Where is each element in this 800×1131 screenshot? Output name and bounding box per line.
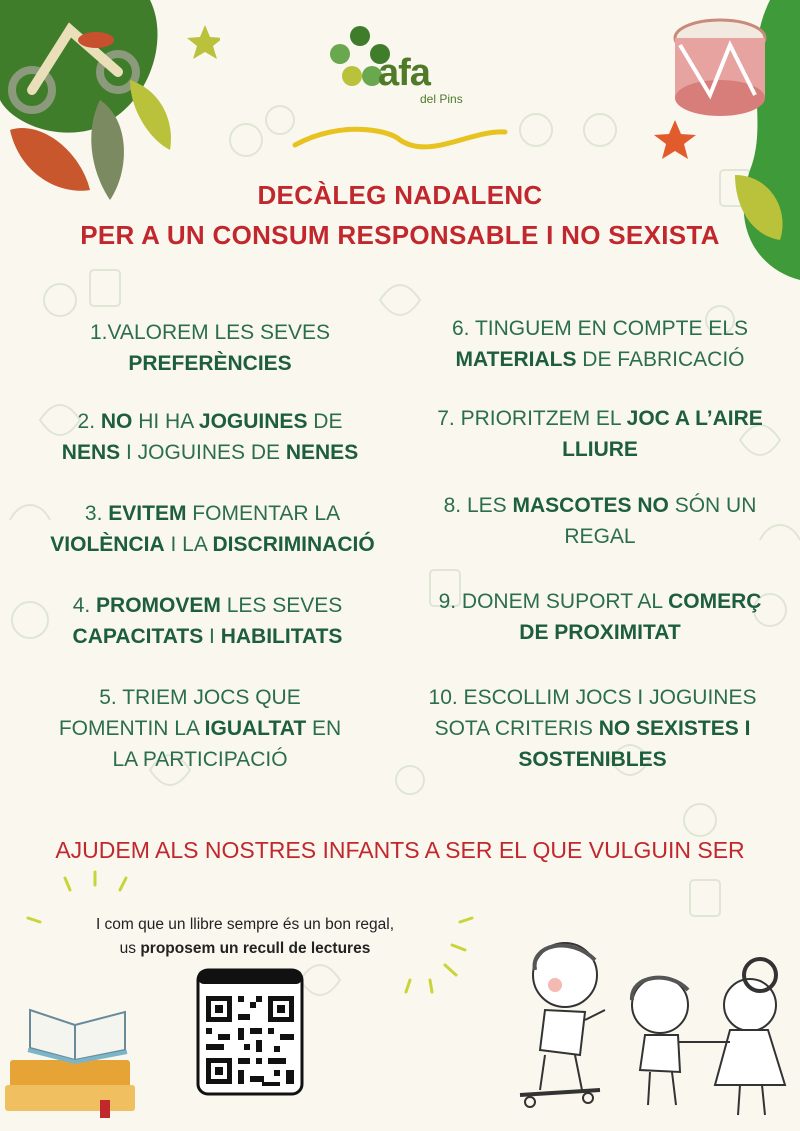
item-text: LA PARTICIPACIÓ	[112, 748, 288, 771]
item-bold-text: IGUALTAT	[204, 717, 307, 740]
item-text: I	[203, 625, 221, 648]
item-text: FOMENTIN LA	[58, 717, 205, 740]
item-bold-text: NO SEXISTES I	[598, 717, 751, 740]
item-bold-text: NENS	[61, 441, 121, 464]
item-bold-text: HABILITATS	[220, 625, 343, 648]
item-text: DE	[307, 410, 343, 433]
item-line	[410, 344, 790, 375]
item-line	[35, 590, 380, 621]
star-icon	[187, 25, 220, 59]
item-line	[20, 682, 380, 713]
item-text: 3.	[84, 502, 109, 525]
item-bold-text: LLIURE	[562, 438, 638, 461]
title-line-1: DECÀLEG NADALENC	[257, 180, 543, 210]
children-drawing-icon	[500, 930, 800, 1125]
item-text: DE FABRICACIÓ	[576, 348, 745, 371]
item-bold-text: SOSTENIBLES	[518, 748, 667, 771]
item-line	[410, 586, 790, 617]
item-text: SÓN UN	[668, 494, 757, 517]
books-text-bold: proposem un recull de lectures	[140, 940, 371, 957]
item-text: HI HA	[132, 410, 199, 433]
decalogue-item-4	[35, 590, 380, 652]
item-text: SOTA CRITERIS	[434, 717, 599, 740]
decalogue-item-5	[20, 682, 380, 775]
logo-subtitle: del Pins	[420, 92, 463, 106]
decalogue-item-2	[40, 406, 380, 468]
decalogue-item-3	[20, 498, 405, 560]
item-text: EN	[306, 717, 342, 740]
books-icon	[0, 1000, 160, 1120]
item-line	[40, 406, 380, 437]
item-bold-text: MASCOTES NO	[512, 494, 669, 517]
item-text: 2.	[77, 410, 101, 433]
item-text: 10. ESCOLLIM JOCS I JOGUINES	[428, 686, 757, 709]
item-bold-text: VIOLÈNCIA	[50, 533, 165, 556]
item-bold-text: NENES	[285, 441, 359, 464]
decalogue-item-7	[410, 403, 790, 465]
item-line	[20, 529, 405, 560]
item-text: 9. DONEM SUPORT AL	[438, 590, 669, 613]
item-bold-text: MATERIALS	[455, 348, 577, 371]
item-line	[20, 744, 380, 775]
item-bold-text: NO	[100, 410, 133, 433]
item-text: 8. LES	[443, 494, 513, 517]
drum-icon	[675, 20, 765, 116]
item-text: LES SEVES	[220, 594, 343, 617]
item-line	[60, 317, 360, 348]
item-bold-text: CAPACITATS	[72, 625, 204, 648]
item-text: I JOGUINES DE	[120, 441, 286, 464]
item-line	[20, 498, 405, 529]
item-bold-text: COMERÇ	[668, 590, 762, 613]
qr-code-icon[interactable]	[196, 968, 304, 1096]
slogan: AJUDEM ALS NOSTRES INFANTS A SER EL QUE VULGUIN SER	[55, 837, 745, 863]
item-line	[35, 621, 380, 652]
item-bold-text: EVITEM	[108, 502, 187, 525]
item-line	[400, 682, 785, 713]
yellow-wave	[290, 120, 510, 160]
item-line	[60, 348, 360, 379]
item-line	[410, 617, 790, 648]
item-text: 6. TINGUEM EN COMPTE ELS	[452, 317, 748, 340]
decalogue-item-8	[410, 490, 790, 552]
item-line	[400, 744, 785, 775]
item-line	[410, 403, 790, 434]
books-text-prefix: us	[119, 940, 141, 957]
item-line	[20, 713, 380, 744]
item-text: 5. TRIEM JOCS QUE	[99, 686, 301, 709]
item-line	[410, 313, 790, 344]
item-text: 1.VALOREM LES SEVES	[89, 321, 331, 344]
item-bold-text: JOGUINES	[198, 410, 308, 433]
decalogue-item-10	[400, 682, 785, 775]
item-line	[410, 521, 790, 552]
item-bold-text: PREFERÈNCIES	[128, 352, 292, 375]
logo-name: afa	[378, 52, 430, 94]
item-text: FOMENTAR LA	[186, 502, 341, 525]
item-bold-text: JOC A L’AIRE	[626, 407, 763, 430]
item-text: REGAL	[564, 525, 636, 548]
decalogue-item-1	[60, 317, 360, 379]
decalogue-item-9	[410, 586, 790, 648]
item-line	[410, 490, 790, 521]
books-text-line-2	[45, 936, 445, 962]
item-bold-text: DISCRIMINACIÓ	[212, 533, 375, 556]
decalogue-item-6	[410, 313, 790, 375]
item-line	[40, 437, 380, 468]
books-text-line-1: I com que un llibre sempre és un bon regal,	[95, 916, 395, 933]
item-line	[410, 434, 790, 465]
item-bold-text: DE PROXIMITAT	[519, 621, 681, 644]
item-text: 7. PRIORITZEM EL	[437, 407, 627, 430]
item-text: I LA	[164, 533, 213, 556]
item-bold-text: PROMOVEM	[96, 594, 221, 617]
item-line	[400, 713, 785, 744]
item-text: 4.	[72, 594, 97, 617]
title-line-2: PER A UN CONSUM RESPONSABLE I NO SEXISTA	[80, 220, 720, 250]
